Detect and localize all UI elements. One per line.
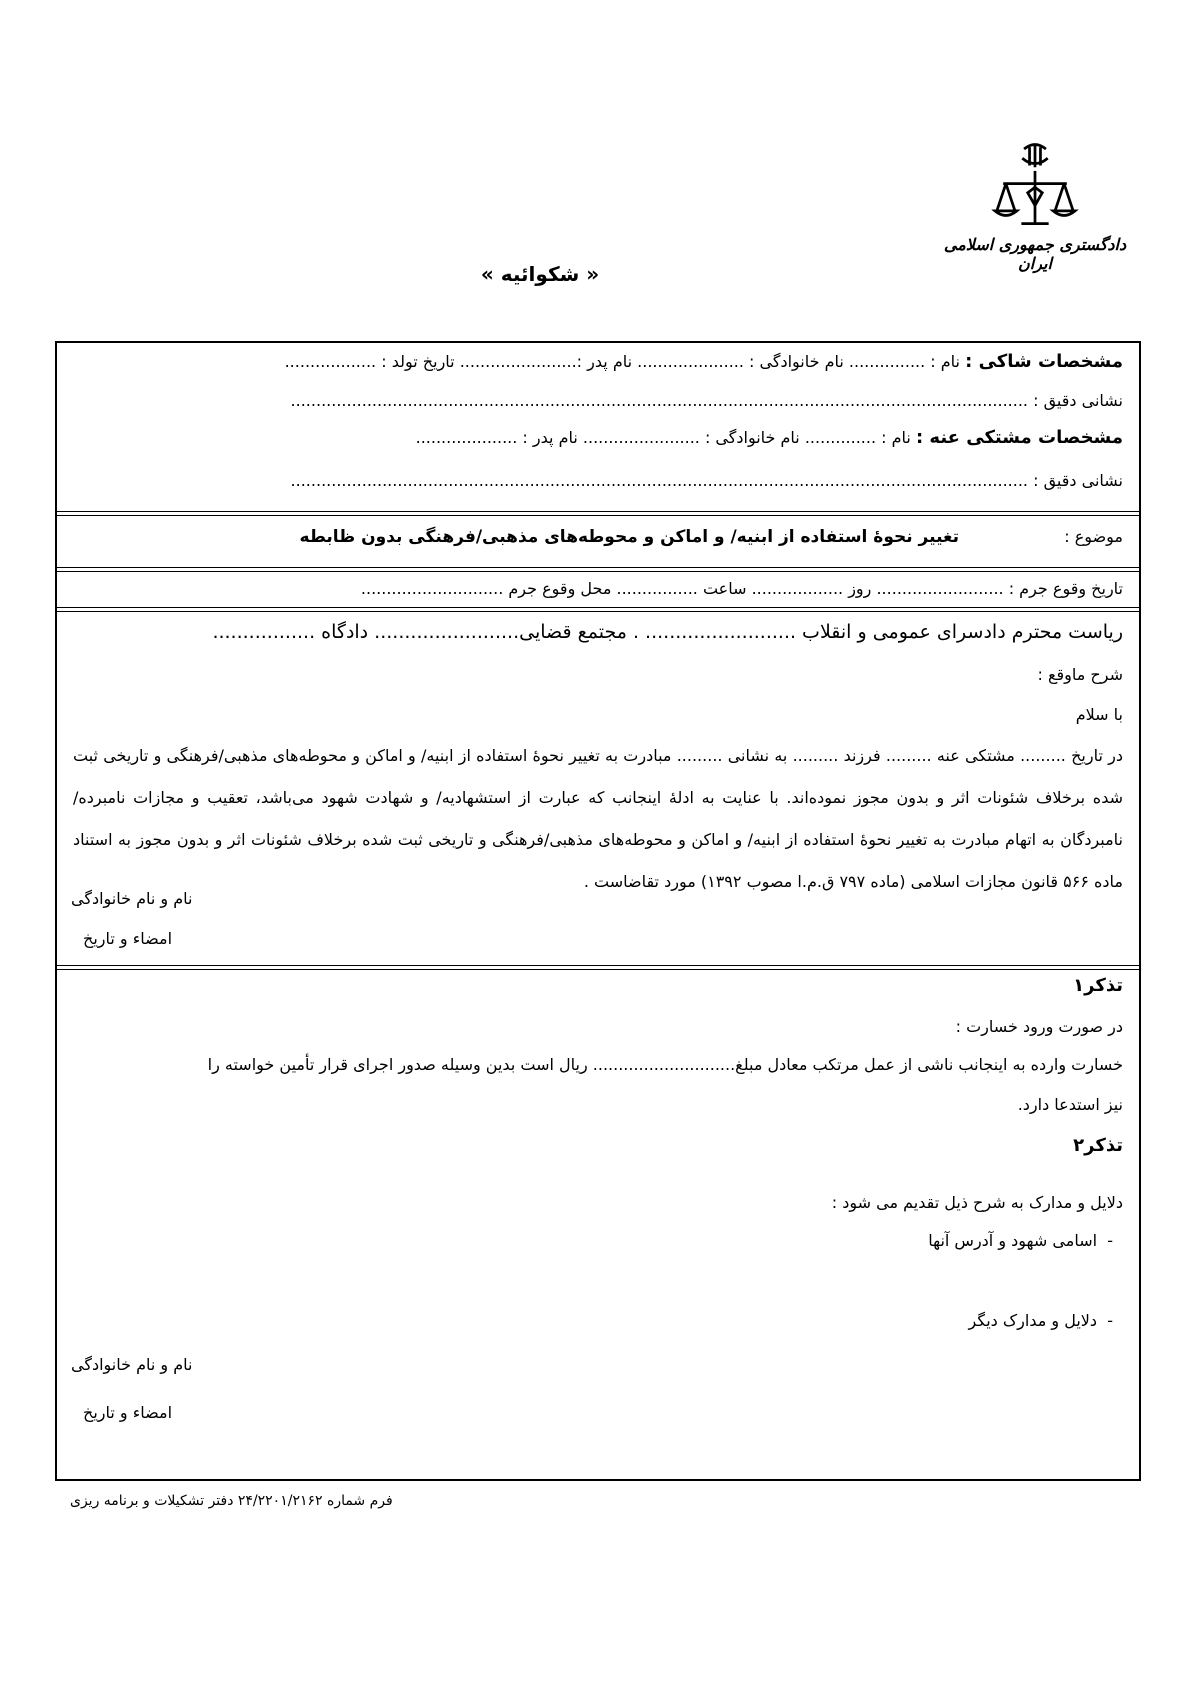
accused-heading: مشخصات مشتکی عنه : — [915, 427, 1123, 448]
note2-signature-sign-label: امضاء و تاریخ — [83, 1403, 173, 1422]
note1-heading: تذکر۱ — [1073, 975, 1123, 996]
crime-time-fields[interactable]: تاریخ وقوع جرم : ......................... روز .................. ساعت ................ محل وقوع جرم ............................ — [360, 579, 1123, 598]
organization-name: دادگستری جمهوری اسلامی ایران — [943, 235, 1127, 273]
signature-name-label: نام و نام خانوادگی — [71, 889, 193, 908]
divider — [57, 965, 1139, 966]
divider — [57, 515, 1139, 516]
signature-sign-label: امضاء و تاریخ — [83, 929, 173, 948]
accused-address[interactable]: نشانی دقیق : ................................................................................................................................................. — [290, 471, 1123, 490]
complaint-paragraph: در تاریخ ......... مشتکی عنه ......... فرزند ......... به نشانی ......... مبادرت به تغییر نحوهٔ استفاده از ابنیه/ و اماکن و محوطه‌های مذهبی/فرهنگی و تاریخی ثبت شده برخلاف شئونات اثر و بدون مجوز نموده‌اند. با عنایت به ادلهٔ اینجانب که عبارت از استشهادیه/ و شهادت شهود می‌باشد، تعقیب و مجازات نامبرده/نامبردگان به اتهام مبادرت به تغییر نحوهٔ استفاده از ابنیه/ و اماکن و محوطه‌های مذهبی/فرهنگی و تاریخی ثبت شده برخلاف شئونات اثر و بدون مجوز به استناد ماده ۵۶۶ قانون مجازات اسلامی (ماده ۷۹۷ ق.م.ا مصوب ۱۳۹۲) مورد تقاضاست . — [73, 746, 1123, 891]
list-bullet: - — [1097, 1311, 1113, 1330]
list-bullet: - — [1097, 1231, 1113, 1250]
divider — [57, 611, 1139, 612]
note2-signature-name-label: نام و نام خانوادگی — [71, 1355, 193, 1374]
divider — [57, 511, 1139, 512]
evidence-item-other: دلایل و مدارک دیگر — [968, 1311, 1098, 1330]
complainant-fields: نام : ............... نام خانوادگی : ..................... نام پدر :....................... تاریخ تولد : .................. — [284, 352, 961, 371]
subject-label: موضوع : — [1064, 527, 1123, 546]
note2-line1: دلایل و مدارک به شرح ذیل تقدیم می شود : — [831, 1193, 1123, 1212]
note1-line2: خسارت وارده به اینجانب ناشی از عمل مرتکب معادل مبلغ............................ ریال است بدین وسیله صدور اجرای قرار تأمین خواسته را — [207, 1055, 1123, 1074]
complainant-address[interactable]: نشانی دقیق : ................................................................................................................................................. — [290, 391, 1123, 410]
divider — [57, 571, 1139, 572]
page-title: « شکوائیه » — [480, 262, 600, 286]
divider — [57, 969, 1139, 970]
subject-value: تغییر نحوهٔ استفاده از ابنیه/ و اماکن و محوطه‌های مذهبی/فرهنگی بدون ظابطه — [299, 527, 959, 547]
form-number-footer: فرم شماره ۲۴/۲۲۰۱/۲۱۶۲ دفتر تشکیلات و برنامه ریزی — [70, 1493, 393, 1509]
form-frame — [55, 341, 1141, 1481]
description-label: شرح ماوقع : — [1037, 665, 1123, 684]
divider — [57, 607, 1139, 608]
addressee-line: ریاست محترم دادسرای عمومی و انقلاب ......................... . مجتمع قضایی........................ دادگاه ................. — [212, 621, 1123, 643]
complainant-heading: مشخصات شاکی : — [965, 351, 1123, 372]
greeting: با سلام — [1075, 705, 1123, 724]
note2-heading: تذکر۲ — [1073, 1135, 1123, 1156]
note1-line3: نیز استدعا دارد. — [1017, 1095, 1123, 1114]
note1-line1: در صورت ورود خسارت : — [955, 1017, 1123, 1036]
divider — [57, 567, 1139, 568]
judiciary-emblem-icon — [985, 140, 1085, 240]
accused-fields: نام : .............. نام خانوادگی : ....................... نام پدر : .................... — [415, 428, 911, 447]
evidence-item-witnesses: اسامی شهود و آدرس آنها — [928, 1231, 1098, 1250]
